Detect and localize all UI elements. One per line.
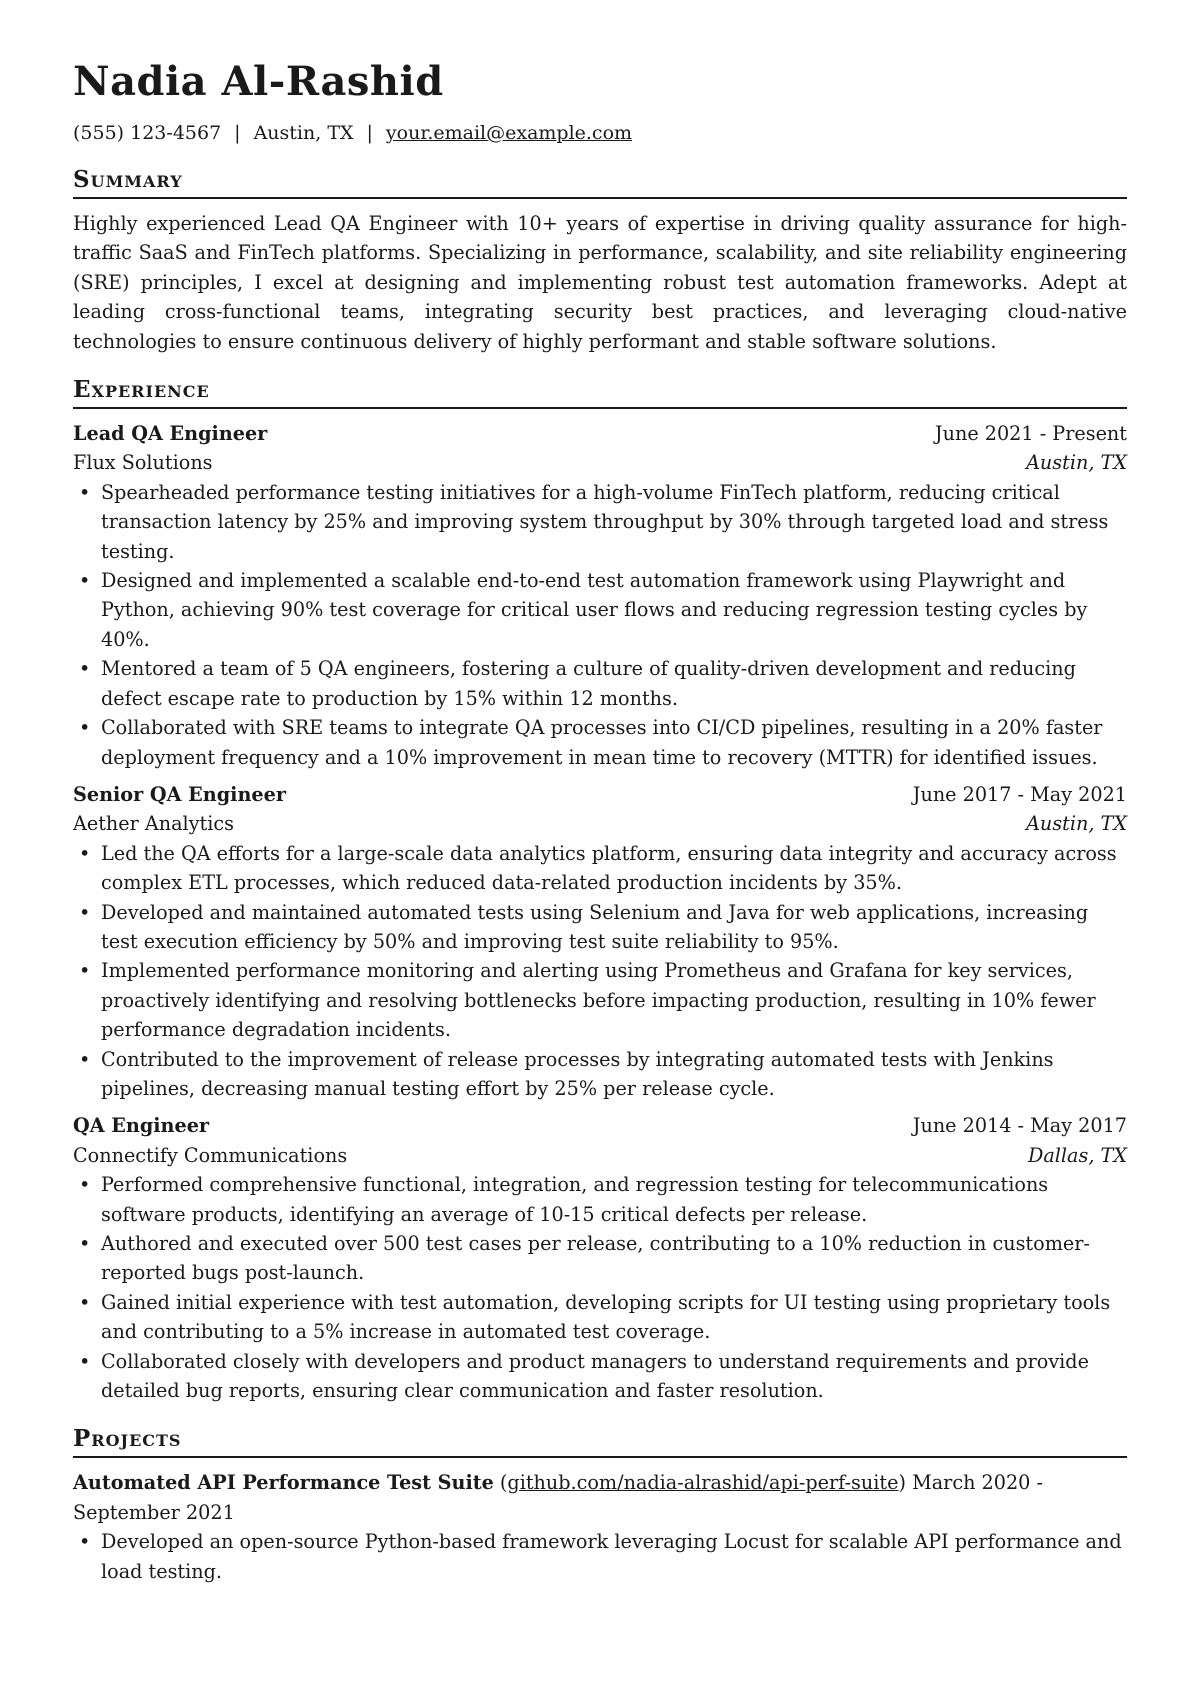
contact-line <box>73 120 1127 146</box>
resume-page <box>73 58 1127 1586</box>
project-bullets <box>73 1527 1127 1586</box>
bullet-item: • Authored and executed over 500 test cases per release, contributing to a 10% reduction in customer-reported bugs post-launch. <box>73 1229 1127 1288</box>
bullet-item: • Collaborated with SRE teams to integrate QA processes into CI/CD pipelines, resulting in a 20% faster deployment frequency and a 10% improvement in mean time to recovery (MTTR) for identified issues. <box>73 713 1127 772</box>
bullet-item: • Designed and implemented a scalable end-to-end test automation framework using Playwright and Python, achieving 90% test coverage for critical user flows and reducing regression testing cycles by 40%. <box>73 566 1127 654</box>
job-bullets <box>73 839 1127 1104</box>
section-heading-summary: Summary <box>73 165 1127 199</box>
job-bullets <box>73 478 1127 772</box>
job-location: Austin, TX <box>1026 812 1127 836</box>
bullet-item: • Developed an open-source Python-based framework leveraging Locust for scalable API performance and load testing. <box>73 1527 1127 1586</box>
bullet-item: • Led the QA efforts for a large-scale data analytics platform, ensuring data integrity and accuracy across complex ETL processes, which reduced data-related production incidents by 35%. <box>73 839 1127 898</box>
job-title: Lead QA Engineer <box>73 422 268 446</box>
bullet-item: • Implemented performance monitoring and alerting using Prometheus and Grafana for key services, proactively identifying and resolving bottlenecks before impacting production, resulting in 10% fewer performance degradation incidents. <box>73 956 1127 1044</box>
email-link[interactable]: your.email@example.com <box>385 122 633 144</box>
section-heading-projects: Projects <box>73 1424 1127 1458</box>
bullet-item: • Gained initial experience with test automation, developing scripts for UI testing using proprietary tools and contributing to a 5% increase in automated test coverage. <box>73 1288 1127 1347</box>
phone-number: (555) 123-4567 <box>73 122 222 144</box>
job-location: Austin, TX <box>1026 451 1127 475</box>
job-entry <box>73 419 1127 772</box>
experience-section <box>73 375 1127 1405</box>
job-entry <box>73 1111 1127 1405</box>
job-dates: June 2021 - Present <box>934 422 1127 446</box>
contact-separator: | <box>234 122 241 144</box>
projects-section <box>73 1424 1127 1586</box>
job-title: Senior QA Engineer <box>73 782 286 806</box>
job-entry <box>73 780 1127 1103</box>
company-name: Flux Solutions <box>73 451 213 475</box>
job-dates: June 2017 - May 2021 <box>912 782 1127 806</box>
section-heading-experience: Experience <box>73 375 1127 409</box>
company-name: Connectify Communications <box>73 1143 348 1167</box>
job-bullets <box>73 1170 1127 1405</box>
summary-text: Highly experienced Lead QA Engineer with 10+ years of expertise in driving quality assurance for high-traffic SaaS and FinTech platforms. Specializing in performance, scalability, and site reliability engineering (SRE) principles, I excel at designing and implementing robust test automation frameworks. Adept at leading cross-functional teams, integrating security best practices, and leveraging cloud-native technologies to ensure continuous delivery of highly performant and stable software solutions. <box>73 212 1127 353</box>
bullet-item: • Contributed to the improvement of release processes by integrating automated tests with Jenkins pipelines, decreasing manual testing effort by 25% per release cycle. <box>73 1045 1127 1104</box>
bullet-item: • Developed and maintained automated tests using Selenium and Java for web applications, increasing test execution efficiency by 50% and improving test suite reliability to 95%. <box>73 898 1127 957</box>
project-dates: March 2020 - September 2021 <box>73 1471 1043 1524</box>
project-header: Automated API Performance Test Suite (github.com/nadia-alrashid/api-perf-suite) March 2020 - September 2021 <box>73 1471 1043 1524</box>
project-link[interactable]: github.com/nadia-alrashid/api-perf-suite <box>507 1471 899 1495</box>
bullet-item: • Spearheaded performance testing initiatives for a high-volume FinTech platform, reducing critical transaction latency by 25% and improving system throughput by 30% through targeted load and stress testing. <box>73 478 1127 566</box>
bullet-item: • Performed comprehensive functional, integration, and regression testing for telecommunications software products, identifying an average of 10-15 critical defects per release. <box>73 1170 1127 1229</box>
job-location: Dallas, TX <box>1027 1143 1127 1167</box>
summary-section <box>73 165 1127 356</box>
job-title: QA Engineer <box>73 1114 210 1138</box>
company-name: Aether Analytics <box>73 812 234 836</box>
contact-separator: | <box>366 122 373 144</box>
project-title: Automated API Performance Test Suite <box>73 1471 494 1495</box>
bullet-item: • Collaborated closely with developers and product managers to understand requirements and provide detailed bug reports, ensuring clear communication and faster resolution. <box>73 1347 1127 1406</box>
bullet-item: • Mentored a team of 5 QA engineers, fostering a culture of quality-driven development and reducing defect escape rate to production by 15% within 12 months. <box>73 654 1127 713</box>
contact-location: Austin, TX <box>253 122 354 144</box>
job-dates: June 2014 - May 2017 <box>912 1114 1127 1138</box>
candidate-name: Nadia Al-Rashid <box>73 58 444 105</box>
